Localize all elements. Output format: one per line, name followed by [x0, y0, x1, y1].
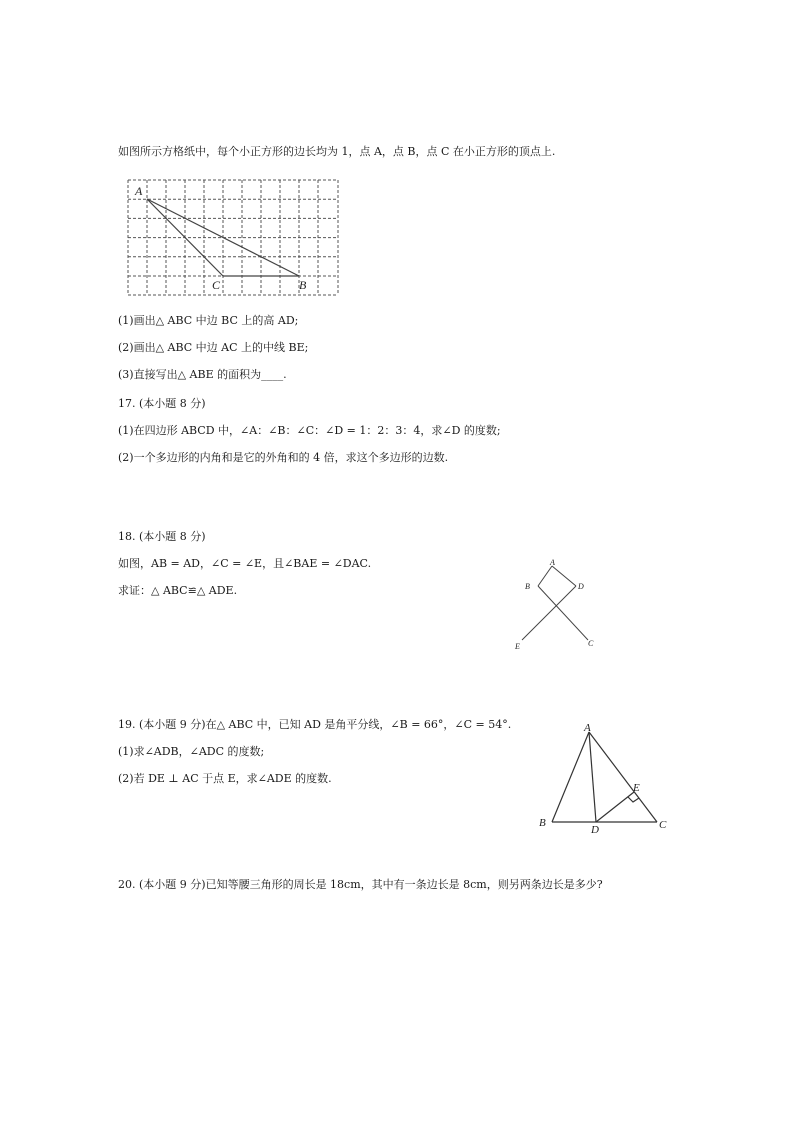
q20-text: 20. (本小题 9 分)已知等腰三角形的周长是 18cm，其中有一条边长是 8cm，则另两条边长是多少?: [118, 878, 603, 891]
q18-label-b: B: [525, 582, 530, 591]
grid-label-c: C: [212, 278, 221, 292]
q18-header: 18. (本小题 8 分): [118, 530, 206, 543]
q18-given: 如图，AB = AD，∠C = ∠E，且∠BAE = ∠DAC.: [118, 557, 372, 570]
q19-label-a: A: [584, 722, 591, 734]
q18-label-c: C: [588, 639, 594, 648]
grid-label-a: A: [135, 184, 143, 198]
q18-label-a: A: [550, 558, 555, 567]
q17-header: 17. (本小题 8 分): [118, 397, 206, 410]
q17-part2: (2)一个多边形的内角和是它的外角和的 4 倍，求这个多边形的边数.: [118, 451, 449, 464]
q18-label-e: E: [515, 642, 520, 651]
grid-figure: [126, 178, 340, 298]
q19-figure: [535, 720, 675, 835]
q19-label-c: C: [659, 819, 667, 831]
grid-label-b: B: [299, 278, 307, 292]
q18-label-d: D: [578, 582, 584, 591]
q19-header: 19. (本小题 9 分)在△ ABC 中，已知 AD 是角平分线，∠B = 66°，∠C = 54°.: [118, 718, 512, 731]
q19-part2: (2)若 DE ⊥ AC 于点 E，求∠ADE 的度数.: [118, 772, 332, 785]
q16-part2: (2)画出△ ABC 中边 AC 上的中线 BE;: [118, 341, 309, 354]
q18-prove: 求证：△ ABC≌△ ADE.: [118, 584, 238, 597]
q18-figure: [508, 556, 608, 652]
q19-part1: (1)求∠ADB，∠ADC 的度数;: [118, 745, 265, 758]
q17-part1: (1)在四边形 ABCD 中，∠A：∠B：∠C：∠D = 1：2：3：4，求∠D 的度数;: [118, 424, 501, 437]
q19-label-b: B: [539, 817, 546, 829]
q19-label-d: D: [591, 824, 599, 836]
q16-part3: (3)直接写出△ ABE 的面积为____.: [118, 368, 287, 381]
q16-intro: 如图所示方格纸中，每个小正方形的边长均为 1，点 A，点 B，点 C 在小正方形的顶点上.: [118, 145, 556, 158]
q16-part1: (1)画出△ ABC 中边 BC 上的高 AD;: [118, 314, 299, 327]
grid-lines: [128, 180, 338, 295]
q19-label-e: E: [633, 782, 640, 794]
